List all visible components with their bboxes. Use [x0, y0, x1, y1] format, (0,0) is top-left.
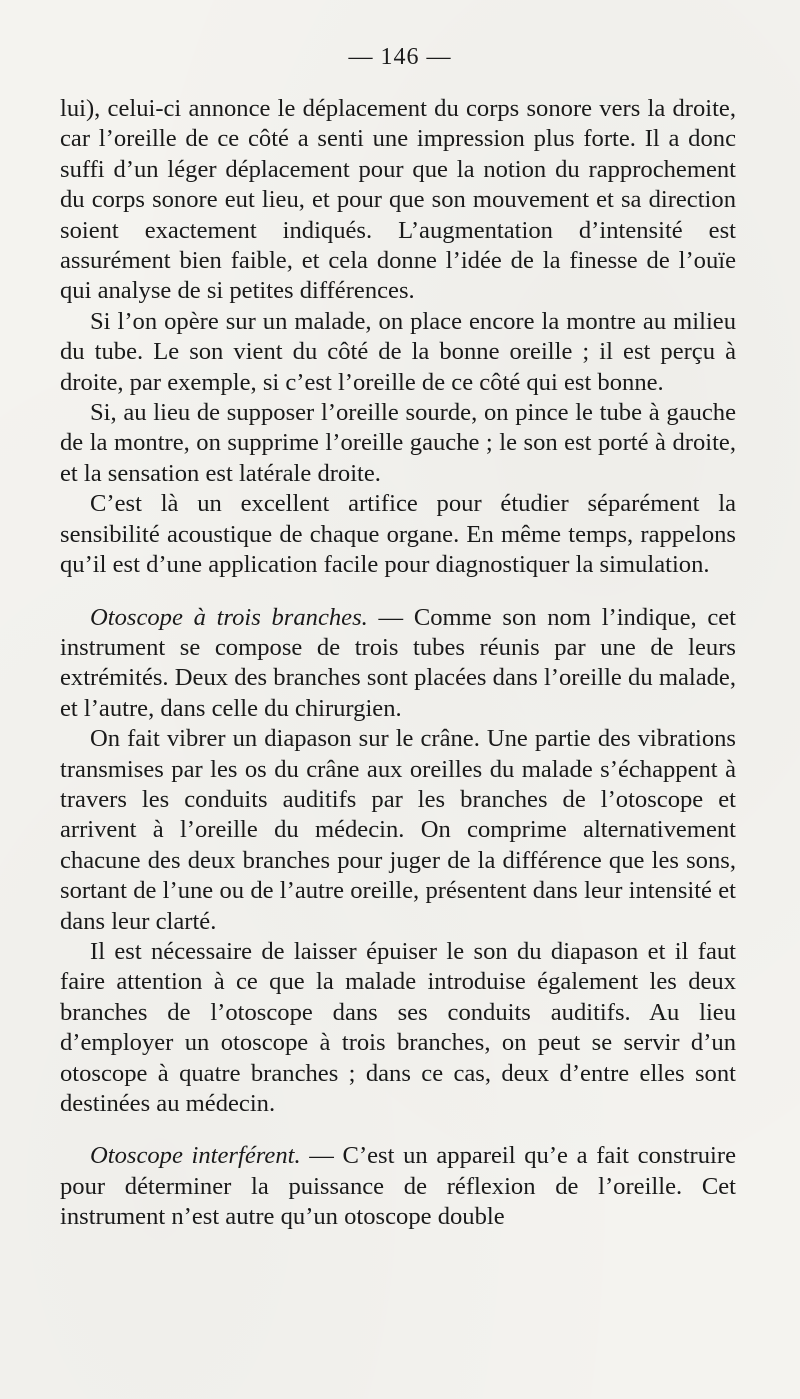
section-heading-otoscope-interferent: Otoscope interférent. — [90, 1142, 301, 1170]
paragraph-1: lui), celui-ci annonce le déplacement du corps sonore vers la droite, car l’oreille de ce côté a senti une impression plus forte. Il a donc suffi d’un léger déplacement pour que la notion du rapprochement du corps sonore eut lieu, et pour que son mouvement et sa direction soient exactement indiqués. L’augmentation d’intensité est assurément bien faible, et cela donne l’idée de la finesse de l’ouïe qui analyse de si petites différences. — [60, 95, 736, 305]
paragraph-8-text: — C’est un appareil qu’e a fait construire pour déterminer la puissance de réflexion de l’oreille. Cet instrument n’est autre qu’un otoscope double — [60, 1142, 736, 1231]
paragraph-otoscope-trois-branches — [60, 603, 736, 725]
paragraph-2: Si l’on opère sur un malade, on place encore la montre au milieu du tube. Le son vient du côté de la bonne oreille ; il est perçu à droite, par exemple, si c’est l’oreille de ce côté qui est bonne. — [60, 307, 736, 396]
paragraph-5-text: — Comme son nom l’indique, cet instrument se compose de trois tubes réunis par une de leurs extrémités. Deux des branches sont placées dans l’oreille du malade, et l’autre, dans celle du chirurgien. — [60, 603, 736, 722]
paragraph-4: C’est là un excellent artifice pour étudier séparément la sensibilité acoustique de chaque organe. En même temps, rappelons qu’il est d’une application facile pour diagnostiquer la simulation. — [60, 490, 736, 579]
paragraph-otoscope-interferent — [60, 1141, 736, 1232]
paragraph-3: Si, au lieu de supposer l’oreille sourde, on pince le tube à gauche de la montre, on supprime l’oreille gauche ; le son est porté à droite, et la sensation est latérale droite. — [60, 399, 736, 487]
page-number: — 146 — — [348, 44, 452, 70]
section-heading-otoscope-trois-branches: Otoscope à trois branches. — [90, 603, 368, 631]
body-text — [60, 94, 736, 1233]
paragraph-6: On fait vibrer un diapason sur le crâne. Une partie des vibrations transmises par les os du crâne aux oreilles du malade s’échappent à travers les conduits auditifs par les branches de l’otoscope et arrivent à l’oreille du médecin. On comprime alternativement chacune des deux branches pour juger de la différence que les sons, sortant de l’une ou de l’autre oreille, présentent dans leur intensité et dans leur clarté. — [60, 725, 736, 935]
paragraph-7: Il est nécessaire de laisser épuiser le son du diapason et il faut faire attention à ce que la malade introduise également les deux branches de l’otoscope dans ses conduits auditifs. Au lieu d’employer un otoscope à trois branches, on peut se servir d’un otoscope à quatre branches ; dans ce cas, deux d’entre elles sont destinées au médecin. — [60, 937, 736, 1117]
